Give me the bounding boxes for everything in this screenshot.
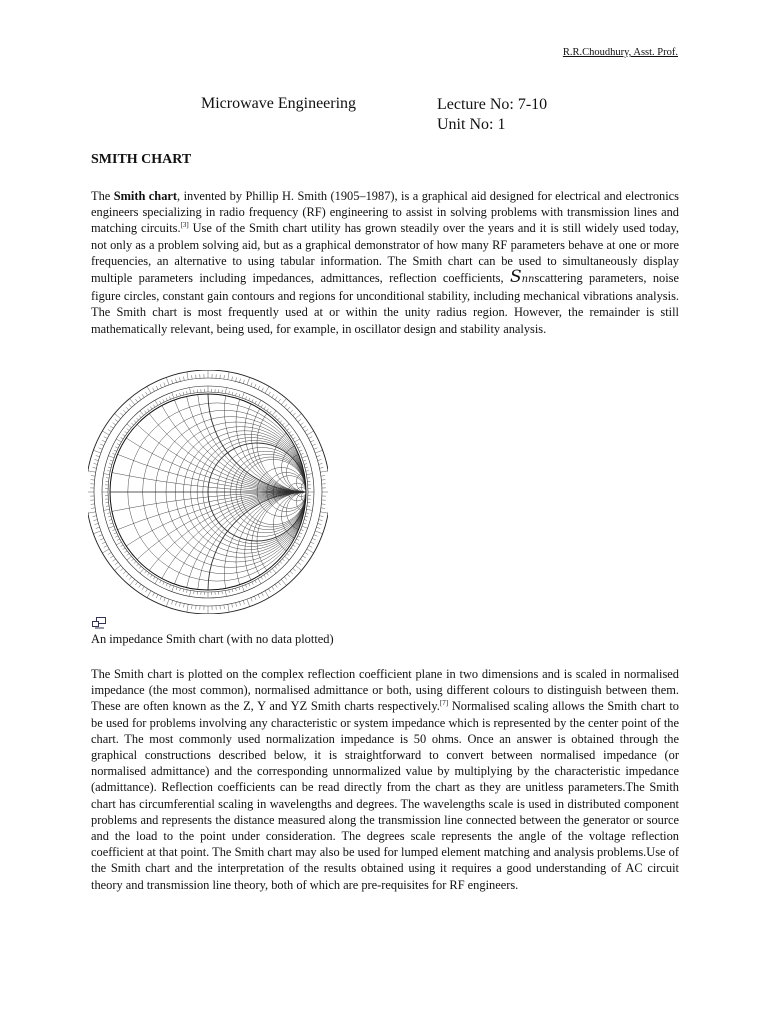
p1-text-3: scattering parameters, noise figure circles, constant gain contours and regions for unconditional stability, including mechanical vibrations analysis. The Smith chart is most frequently used at or within the unity radius region. However, the remainder is still mathematically relevant, being used, for example, in oscillator design and stability analysis. [91, 271, 679, 336]
course-title: Microwave Engineering [201, 95, 357, 112]
unit-number: Unit No: 1 [437, 116, 506, 133]
lecture-block [437, 95, 547, 135]
p1-bold-term: Smith chart [113, 189, 178, 203]
section-title: SMITH CHART [91, 152, 192, 167]
p2-text-1: The Smith chart is plotted on the complex reflection coefficient plane in two dimensions and is scaled in normalised impedance (the most common), normalised admittance or both, using different colours to distinguish between them. These are often known as the Z, Y and YZ Smith charts respectively. [91, 667, 679, 714]
body-paragraph [91, 666, 679, 893]
header-author: R.R.Choudhury, Asst. Prof. [562, 47, 678, 58]
enlarge-icon[interactable] [92, 617, 107, 629]
s-parameter-symbol: S [509, 267, 522, 288]
citation-3[interactable]: [3] [180, 221, 189, 230]
citation-7[interactable]: [7] [439, 699, 449, 708]
intro-paragraph [91, 188, 679, 337]
smith-chart-image [88, 370, 328, 614]
p1-lead: The [91, 189, 114, 203]
p2-text-2: Normalised scaling allows the Smith chart to be used for problems involving any characteristic or system impedance which is represented by the center point of the chart. The most commonly used normalization impedance is 50 ohms. Once an answer is obtained through the graphical constructions described below, it is straightforward to convert between normalised impedance (or normalised admittance) and the corresponding unnormalized value by multiplying by the characteristic impedance (admittance). Reflection coefficients can be read directly from the chart as they are unitless parameters.The Smith chart has circumferential scaling in wavelengths and degrees. The wavelengths scale is used in distributed component problems and represents the distance measured along the transmission line connected between the generator or source and the load to the point under consideration. The degrees scale represents the angle of the voltage reflection coefficient at that point. The Smith chart may also be used for lumped element matching and analysis problems.Use of the Smith chart and the interpretation of the results obtained using it requires a good understanding of AC circuit theory and transmission line theory, both of which are pre-requisites for RF engineers. [91, 699, 679, 892]
s-parameter-subscript: nn [521, 274, 535, 286]
smith-chart-figure [88, 370, 328, 614]
figure-caption: An impedance Smith chart (with no data plotted) [91, 632, 334, 646]
lecture-number: Lecture No: 7-10 [437, 96, 548, 113]
p1-text-1: , invented by Phillip H. Smith (1905–1987), is a graphical aid designed for electrical and electronics engineers specializing in radio frequency (RF) engineering to assist in solving problems with transmission lines and matching circuits. [91, 189, 679, 236]
p1-text-2: Use of the Smith chart utility has grown steadily over the years and it is still widely used today, not only as a problem solving aid, but as a graphical demonstrator of how many RF parameters behave at one or more frequencies, an alternative to using tabular information. The Smith chart can be used to simultaneously display multiple parameters including impedances, admittances, reflection coefficients, [91, 221, 679, 286]
course-header [201, 95, 547, 135]
